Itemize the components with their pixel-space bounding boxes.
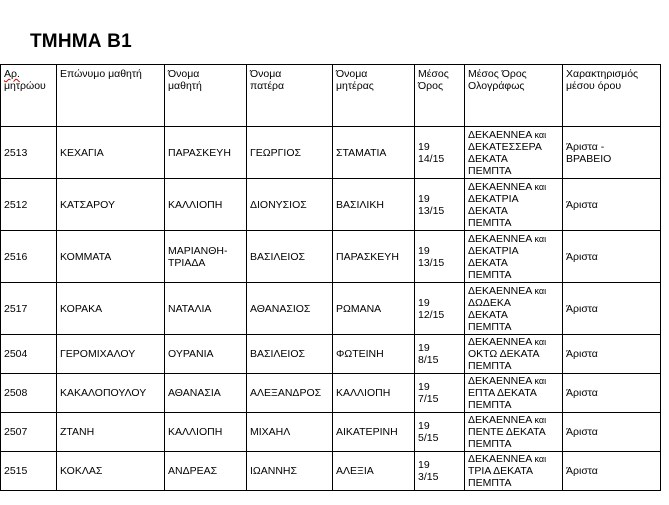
cell-surname: ΓΕΡΟΜΙΧΑΛΟΥ <box>57 335 165 374</box>
cell-name: ΚΑΛΛΙΟΠΗ <box>165 413 247 452</box>
cell-average-words: ΔΕΚΑΕΝΝΕΑ και ΔΕΚΑΤΡΙΑ ΔΕΚΑΤΑ ΠΕΜΠΤΑ <box>465 231 563 283</box>
and-word: και <box>534 415 547 425</box>
cell-father: ΒΑΣΙΛΕΙΟΣ <box>247 231 333 283</box>
cell-average-words: ΔΕΚΑΕΝΝΕΑ και ΠΕΝΤΕ ΔΕΚΑΤΑ ΠΕΜΠΤΑ <box>465 413 563 452</box>
cell-characterization: Άριστα <box>563 374 661 413</box>
cell-am: 2507 <box>1 413 57 452</box>
cell-name: ΠΑΡΑΣΚΕΥΗ <box>165 127 247 179</box>
cell-am: 2512 <box>1 179 57 231</box>
header-am: Αρ. μητρώου <box>1 65 57 127</box>
grades-table-body <box>1 127 661 491</box>
cell-surname: ΚΕΧΑΓΙΑ <box>57 127 165 179</box>
cell-mother: ΚΑΛΛΙΟΠΗ <box>333 374 415 413</box>
cell-name: ΜΑΡΙΑΝΘΗ- ΤΡΙΑΔΑ <box>165 231 247 283</box>
cell-name: ΚΑΛΛΙΟΠΗ <box>165 179 247 231</box>
cell-average-words: ΔΕΚΑΕΝΝΕΑ και ΤΡΙΑ ΔΕΚΑΤΑ ΠΕΜΠΤΑ <box>465 452 563 491</box>
header-name: Όνομα μαθητή <box>165 65 247 127</box>
cell-father: ΑΛΕΞΑΝΔΡΟΣ <box>247 374 333 413</box>
and-word: και <box>534 181 547 192</box>
cell-surname: ΚΟΚΛΑΣ <box>57 452 165 491</box>
cell-father: ΜΙΧΑΗΛ <box>247 413 333 452</box>
cell-average-words: ΔΕΚΑΕΝΝΕΑ και ΟΚΤΩ ΔΕΚΑΤΑ ΠΕΜΠΤΑ <box>465 335 563 374</box>
table-row <box>1 374 661 413</box>
table-row <box>1 335 661 374</box>
cell-characterization: Άριστα <box>563 179 661 231</box>
cell-characterization: Άριστα <box>563 335 661 374</box>
cell-father: ΑΘΑΝΑΣΙΟΣ <box>247 283 333 335</box>
cell-mother: ΑΙΚΑΤΕΡΙΝΗ <box>333 413 415 452</box>
cell-average: 19 13/15 <box>415 179 465 231</box>
and-word: και <box>534 285 547 296</box>
cell-average-words: ΔΕΚΑΕΝΝΕΑ και ΕΠΤΑ ΔΕΚΑΤΑ ΠΕΜΠΤΑ <box>465 374 563 413</box>
cell-characterization: Άριστα - ΒΡΑΒΕΙΟ <box>563 127 661 179</box>
cell-am: 2504 <box>1 335 57 374</box>
cell-average: 19 8/15 <box>415 335 465 374</box>
cell-mother: ΑΛΕΞΙΑ <box>333 452 415 491</box>
cell-name: ΑΝΔΡΕΑΣ <box>165 452 247 491</box>
and-word: και <box>534 454 547 464</box>
cell-average: 19 13/15 <box>415 231 465 283</box>
cell-am: 2515 <box>1 452 57 491</box>
cell-average: 19 7/15 <box>415 374 465 413</box>
cell-surname: ΚΑΚΑΛΟΠΟΥΛΟΥ <box>57 374 165 413</box>
table-row <box>1 283 661 335</box>
table-row <box>1 413 661 452</box>
header-average: Μέσος Όρος <box>415 65 465 127</box>
cell-mother: ΣΤΑΜΑΤΙΑ <box>333 127 415 179</box>
cell-mother: ΡΩΜΑΝΑ <box>333 283 415 335</box>
header-characterization: Χαρακτηρισμός μέσου όρου <box>563 65 661 127</box>
cell-am: 2517 <box>1 283 57 335</box>
table-header-row <box>1 65 661 127</box>
grades-table <box>0 64 661 491</box>
cell-name: ΑΘΑΝΑΣΙΑ <box>165 374 247 413</box>
cell-am: 2508 <box>1 374 57 413</box>
cell-surname: ΚΟΜΜΑΤΑ <box>57 231 165 283</box>
and-word: και <box>534 129 547 140</box>
header-surname: Επώνυμο μαθητή <box>57 65 165 127</box>
cell-surname: ΚΟΡΑΚΑ <box>57 283 165 335</box>
cell-average: 19 12/15 <box>415 283 465 335</box>
cell-father: ΒΑΣΙΛΕΙΟΣ <box>247 335 333 374</box>
cell-am: 2513 <box>1 127 57 179</box>
cell-father: ΓΕΩΡΓΙΟΣ <box>247 127 333 179</box>
cell-name: ΟΥΡΑΝΙΑ <box>165 335 247 374</box>
cell-surname: ΚΑΤΣΑΡΟΥ <box>57 179 165 231</box>
cell-average: 19 14/15 <box>415 127 465 179</box>
cell-characterization: Άριστα <box>563 452 661 491</box>
cell-mother: ΦΩΤΕΙΝΗ <box>333 335 415 374</box>
page-title: ΤΜΗΜΑ Β1 <box>30 31 132 52</box>
cell-mother: ΒΑΣΙΛΙΚΗ <box>333 179 415 231</box>
cell-average: 19 3/15 <box>415 452 465 491</box>
cell-average-words: ΔΕΚΑΕΝΝΕΑ και ΔΕΚΑΤΕΣΣΕΡΑ ΔΕΚΑΤΑ ΠΕΜΠΤΑ <box>465 127 563 179</box>
table-row <box>1 231 661 283</box>
cell-mother: ΠΑΡΑΣΚΕΥΗ <box>333 231 415 283</box>
table-row <box>1 127 661 179</box>
cell-characterization: Άριστα <box>563 283 661 335</box>
and-word: και <box>534 376 547 386</box>
table-row <box>1 452 661 491</box>
cell-surname: ΖΤΑΝΗ <box>57 413 165 452</box>
header-average-words: Μέσος Όρος Ολογράφως <box>465 65 563 127</box>
and-word: και <box>534 233 547 244</box>
cell-am: 2516 <box>1 231 57 283</box>
cell-average-words: ΔΕΚΑΕΝΝΕΑ και ΔΕΚΑΤΡΙΑ ΔΕΚΑΤΑ ΠΕΜΠΤΑ <box>465 179 563 231</box>
cell-average-words: ΔΕΚΑΕΝΝΕΑ και ΔΩΔΕΚΑ ΔΕΚΑΤΑ ΠΕΜΠΤΑ <box>465 283 563 335</box>
cell-characterization: Άριστα <box>563 231 661 283</box>
cell-father: ΙΩΑΝΝΗΣ <box>247 452 333 491</box>
cell-average: 19 5/15 <box>415 413 465 452</box>
cell-father: ΔΙΟΝΥΣΙΟΣ <box>247 179 333 231</box>
and-word: και <box>534 337 547 347</box>
table-row <box>1 179 661 231</box>
cell-name: ΝΑΤΑΛΙΑ <box>165 283 247 335</box>
header-mother: Όνομα μητέρας <box>333 65 415 127</box>
cell-characterization: Άριστα <box>563 413 661 452</box>
header-father: Όνομα πατέρα <box>247 65 333 127</box>
